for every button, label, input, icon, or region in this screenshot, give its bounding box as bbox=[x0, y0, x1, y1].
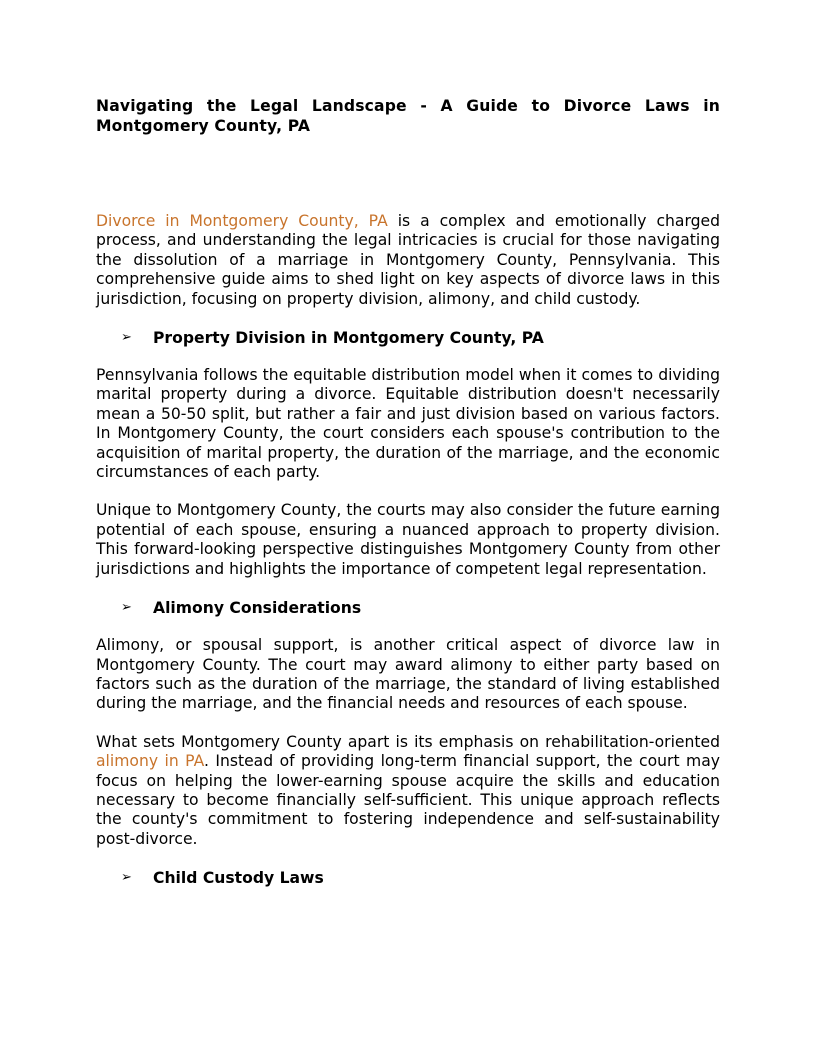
heading-text: Property Division in Montgomery County, PA bbox=[153, 329, 544, 348]
intro-paragraph bbox=[96, 212, 720, 309]
section-heading-property-division bbox=[96, 328, 720, 348]
document-title: Navigating the Legal Landscape - A Guide to Divorce Laws in Montgomery County, PA bbox=[96, 97, 720, 135]
alimony-text-after: . Instead of providing long-term financial support, the court may focus on helping the lower-earning spouse acquire the skills and education necessary to become financially self-sufficient. This unique approach reflects the county's commitment to fostering independence and self-sustainability post-divorce. bbox=[96, 752, 720, 848]
property-paragraph-2: Unique to Montgomery County, the courts may also consider the future earning potential of each spouse, ensuring a nuanced approach to property division. This forward-looking perspective distinguishes Montgomery County from other jurisdictions and highlights the importance of competent legal representation. bbox=[96, 501, 720, 578]
document-page bbox=[96, 96, 720, 888]
alimony-text-before: What sets Montgomery County apart is its emphasis on rehabilitation-oriented bbox=[96, 732, 720, 751]
heading-text: Alimony Considerations bbox=[153, 599, 362, 618]
section-heading-child-custody bbox=[96, 868, 720, 888]
alimony-paragraph-1: Alimony, or spousal support, is another critical aspect of divorce law in Montgomery County. The court may award alimony to either party based on factors such as the duration of the marriage, the standard of living established during the marriage, and the financial needs and resources of each spouse. bbox=[96, 636, 720, 713]
arrow-bullet-icon: ➢ bbox=[121, 600, 132, 616]
section-heading-alimony bbox=[96, 598, 720, 618]
heading-text: Child Custody Laws bbox=[153, 869, 324, 888]
property-paragraph-1: Pennsylvania follows the equitable distribution model when it comes to dividing marital property during a divorce. Equitable distribution doesn't necessarily mean a 50-50 split, but rather a fair and just division based on various factors. In Montgomery County, the court considers each spouse's contribution to the acquisition of marital property, the duration of the marriage, and the economic circumstances of each party. bbox=[96, 366, 720, 482]
alimony-link[interactable]: alimony in PA bbox=[96, 752, 204, 771]
alimony-paragraph-2 bbox=[96, 733, 720, 849]
arrow-bullet-icon: ➢ bbox=[121, 330, 132, 346]
intro-text: is a complex and emotionally charged process, and understanding the legal intricacies is crucial for those navigating the dissolution of a marriage in Montgomery County, Pennsylvania. This comprehensive guide aims to shed light on key aspects of divorce laws in this jurisdiction, focusing on property division, alimony, and child custody. bbox=[96, 212, 721, 308]
arrow-bullet-icon: ➢ bbox=[121, 870, 132, 886]
divorce-link[interactable]: Divorce in Montgomery County, PA bbox=[96, 212, 388, 230]
